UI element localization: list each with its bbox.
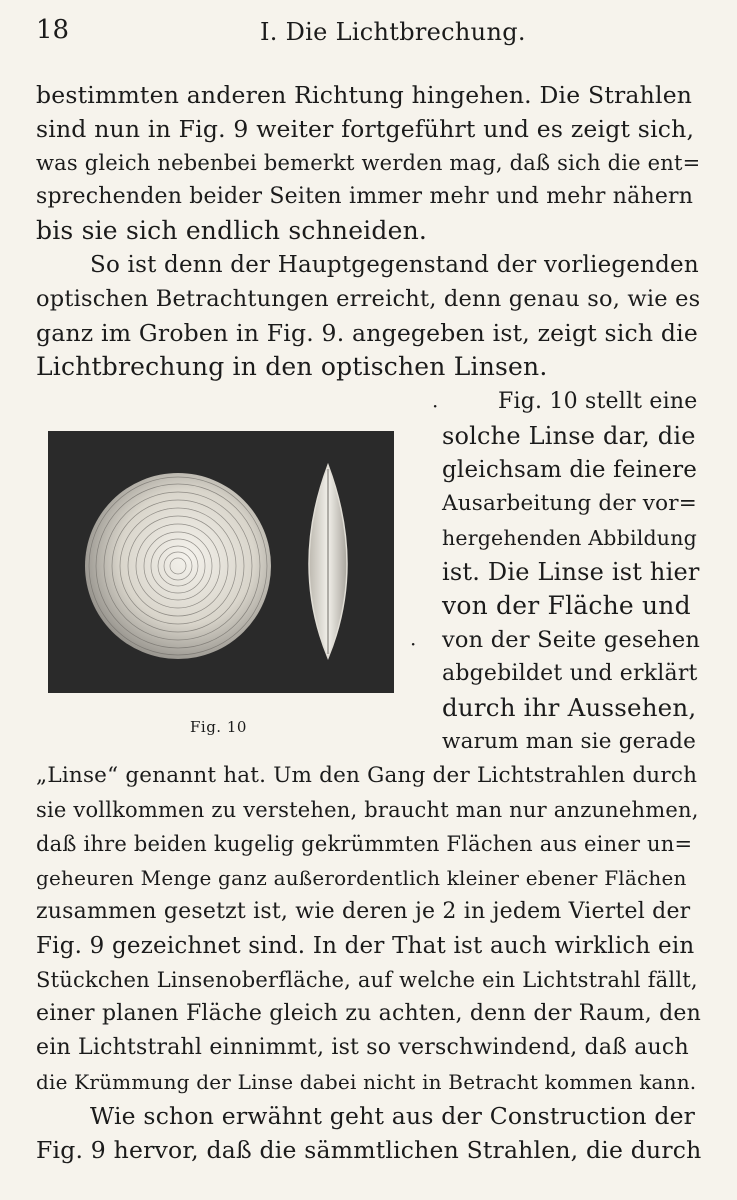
figure-caption: Fig. 10 [190, 718, 247, 736]
text-line: Ausarbeitung der vor= [442, 491, 697, 516]
text-line: geheuren Menge ganz außerordentlich kleiner ebener Flächen [36, 866, 687, 890]
text-line: durch ihr Aussehen, [442, 693, 697, 722]
text-line: sind nun in Fig. 9 weiter fortgeführt und es zeigt sich, [36, 115, 695, 143]
text-line: Fig. 9 gezeichnet sind. In der That ist auch wirklich ein [36, 933, 695, 959]
text-line: warum man sie gerade [442, 729, 696, 754]
running-head: I. Die Lichtbrechung. [260, 18, 526, 46]
lens-face-view [85, 473, 271, 659]
text-line: So ist denn der Hauptgegenstand der vorliegenden [90, 252, 699, 278]
text-line: von der Seite gesehen [442, 627, 701, 653]
text-line: Lichtbrechung in den optischen Linsen. [36, 352, 548, 381]
text-line: Stückchen Linsenoberfläche, auf welche ein Lichtstrahl fällt, [36, 968, 698, 992]
page-number: 18 [36, 15, 70, 45]
text-line: abgebildet und erklärt [442, 661, 698, 686]
text-line: „Linse“ genannt hat. Um den Gang der Lichtstrahlen durch [36, 763, 698, 788]
text-line: von der Fläche und [442, 591, 691, 620]
text-line: hergehenden Abbildung [442, 526, 697, 550]
text-line: ist. Die Linse ist hier [442, 558, 700, 586]
text-line: sie vollkommen zu verstehen, braucht man nur anzunehmen, [36, 798, 699, 822]
figure-lens-illustration [48, 431, 394, 693]
print-speck: · [432, 394, 439, 418]
lens-drawing [48, 431, 394, 693]
text-line: Wie schon erwähnt geht aus der Construction der [90, 1102, 696, 1130]
text-line: zusammen gesetzt ist, wie deren je 2 in jedem Viertel der [36, 899, 691, 924]
text-line: die Krümmung der Linse dabei nicht in Betracht kommen kann. [36, 1070, 697, 1094]
text-line: Fig. 10 stellt eine [498, 389, 698, 414]
text-line: daß ihre beiden kugelig gekrümmten Flächen aus einer un= [36, 832, 693, 856]
text-line: was gleich nebenbei bemerkt werden mag, daß sich die ent= [36, 151, 701, 175]
text-line: sprechenden beider Seiten immer mehr und mehr nähern [36, 184, 694, 209]
text-line: solche Linse dar, die [442, 422, 696, 450]
text-line: bis sie sich endlich schneiden. [36, 216, 428, 245]
text-line: Fig. 9 hervor, daß die sämmtlichen Strahlen, die durch [36, 1136, 702, 1164]
text-line: ganz im Groben in Fig. 9. angegeben ist, zeigt sich die [36, 319, 698, 347]
print-speck: · [410, 632, 417, 656]
text-line: einer planen Fläche gleich zu achten, denn der Raum, den [36, 1001, 702, 1026]
text-line: ein Lichtstrahl einnimmt, ist so verschwindend, daß auch [36, 1035, 689, 1060]
text-line: bestimmten anderen Richtung hingehen. Die Strahlen [36, 81, 693, 109]
text-line: gleichsam die feinere [442, 457, 698, 483]
text-line: optischen Betrachtungen erreicht, denn genau so, wie es [36, 286, 701, 312]
